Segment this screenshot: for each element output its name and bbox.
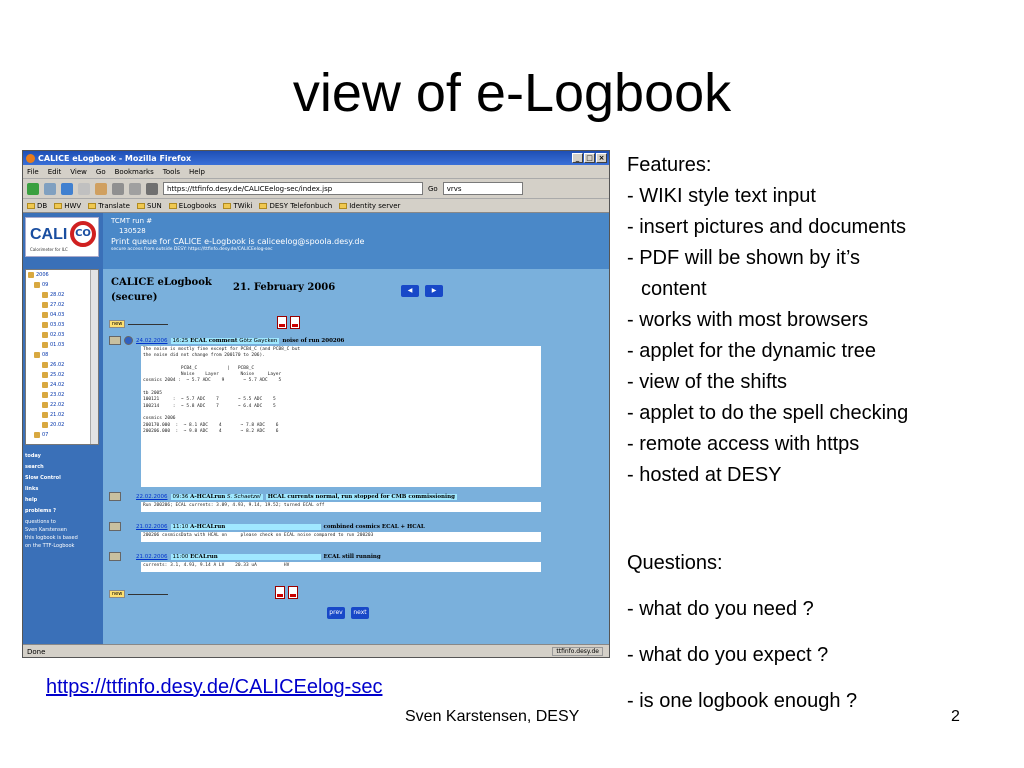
log-entry [109,491,541,512]
entry-header [109,335,541,346]
run-label: TCMT run # [111,217,153,225]
prev-button[interactable]: prev [327,607,345,619]
run-number: 130528 [119,227,146,235]
folder-icon [34,432,40,438]
bookmark-label: Identity server [349,201,401,210]
questions-heading: Questions: [627,552,723,574]
tree-node[interactable] [26,290,98,300]
entry-subject: combined cosmics ECAL + HCAL [323,523,425,530]
tree-node[interactable] [26,380,98,390]
edit-icon[interactable] [109,492,121,501]
day-icon [42,322,48,328]
print-icon[interactable] [146,183,158,195]
home-icon[interactable] [95,183,107,195]
bookmark-label: DESY Telefonbuch [269,201,333,210]
day-icon [42,402,48,408]
entry-date[interactable]: 21.02.2006 [136,553,168,560]
new-entry-row [109,320,168,328]
divider [128,594,168,595]
bookmark-item[interactable] [137,202,162,210]
day-icon [42,312,48,318]
tree-label: 08 [42,352,49,358]
tree-node[interactable] [26,420,98,430]
tree-label: 23.02 [50,392,65,398]
tree-label: 21.02 [50,412,65,418]
logo-co: CO [70,221,96,247]
logbook-date: 21. February 2006 [233,282,336,293]
link-today[interactable]: today [25,453,41,459]
firefox-icon [26,154,35,163]
pdf-icon[interactable] [288,586,298,599]
bookmark-item[interactable] [54,202,81,210]
bookmark-label: TWiki [233,201,253,210]
entry-author: S. Schaetzel [227,493,261,500]
questions-to-label: questions to [25,519,56,525]
tree-label: 22.02 [50,402,65,408]
folder-icon [28,272,34,278]
question-item: - is one logbook enough ? [627,690,858,712]
pdf-icon[interactable] [290,316,300,329]
menu-help[interactable]: Help [188,167,205,176]
entry-author: Götz Gaycken [239,337,278,344]
feature-item: - hosted at DESY [627,464,782,486]
entry-body: The noise is mostly fine except for PCB4_C (and PCB8_C but the noise did not change from 200170 to 206). PCB4_C | PCB8_C Noise Layer Noise Layer cosmics 2004 : ~ 5.7 ADC 9 ~ 5.7 ADC 5 tb 2005 100121 : ~ 5.7 ADC 7 ~ 5.5 ADC 5 100214 : ~ 5.8 ADC 7 ~ 6.4 ADC 5 cosmics 2006 200170.000 : ~ 8.1 ADC 4 ~ 7.8 ADC 6 200206.000 : ~ 9.8 ADC 4 ~ 8.2 ADC 6 [141,346,541,487]
entry-header [109,521,541,532]
print-queue-text: Print queue for CALICE e-Logbook is caliceelog@spoola.desy.de [111,237,365,246]
folder-icon [34,352,40,358]
tree-label: 26.02 [50,362,65,368]
calice-logo [25,217,99,257]
left-panel [23,213,103,644]
page-number: 2 [951,708,960,725]
tree-label: 28.02 [50,292,65,298]
entry-header [109,551,541,562]
day-icon [42,422,48,428]
day-icon [42,382,48,388]
bookmark-label: ELogbooks [178,201,217,210]
tree-label: 2006 [36,272,49,278]
bookmark-item[interactable] [223,202,252,210]
new-entry-button[interactable]: new [109,320,125,328]
folder-icon [339,203,347,209]
entry-header [109,491,541,502]
tree-label: 01.03 [50,342,65,348]
slide-title: view of e-Logbook [292,63,732,123]
tree-node[interactable] [26,280,98,290]
status-host: ttfinfo.desy.de [552,647,603,656]
next-button[interactable]: next [351,607,369,619]
info-icon[interactable] [124,336,133,345]
bookmarks-toolbar [23,199,609,213]
tree-node[interactable] [26,360,98,370]
secure-access-text: secure access from outside DESY: https://ttfinfo.desy.de/CALICEelog-sec [111,247,273,252]
logbook-url-link[interactable]: https://ttfinfo.desy.de/CALICEelog-sec [46,676,383,698]
tree-label: 27.02 [50,302,65,308]
entry-type: ECAL comment [190,337,238,344]
logbook-title-line1: CALICE eLogbook [111,277,212,288]
next-arrow-icon[interactable]: ▶ [425,285,443,297]
edit-icon[interactable] [109,552,121,561]
divider [128,324,168,325]
maximize-button[interactable]: □ [584,153,595,163]
edit-icon[interactable] [109,522,121,531]
link-search[interactable]: search [25,464,44,470]
log-entry [109,521,541,542]
bookmark-item[interactable] [27,202,47,210]
top-nav-arrows [401,285,443,297]
date-tree[interactable] [25,269,99,445]
status-bar [23,644,609,658]
browser-screenshot [22,150,610,658]
folder-icon [88,203,96,209]
entry-meta [171,524,321,530]
entry-meta [171,338,280,344]
link-slow-control[interactable]: Slow Control [25,475,61,481]
bookmark-item[interactable] [339,202,400,210]
logbook-title [111,275,212,305]
logo-subtitle: Calorimeter for ILC [30,247,68,252]
tree-scrollbar[interactable] [90,270,98,444]
footer-author: Sven Karstensen, DESY [405,708,580,725]
feature-item: - applet for the dynamic tree [627,340,877,362]
tree-node[interactable] [26,320,98,330]
feature-item: - WIKI style text input [627,185,816,207]
menu-file[interactable]: File [27,167,39,176]
entry-body: currents: 3.1, 4.93, 9.14 A LV 20.33 uA HV [141,562,541,572]
folder-icon [34,282,40,288]
entry-subject: HCAL currents normal, run stopped for CMB commissioning [267,493,455,500]
ttf-logbook-link[interactable]: on the TTF-Logbook [25,543,75,549]
bottom-doc-icons [275,586,298,599]
feature-item: - remote access with https [627,433,860,455]
go-button[interactable]: Go [428,184,438,193]
left-links [25,453,101,551]
question-item: - what do you need ? [627,598,814,620]
log-entry [109,335,541,487]
log-entry [109,551,541,572]
tree-node[interactable] [26,410,98,420]
reload-icon[interactable] [61,183,73,195]
bottom-nav-arrows [327,607,369,619]
tree-node[interactable] [26,350,98,360]
pdf-icon[interactable] [277,316,287,329]
address-bar[interactable]: https://ttfinfo.desy.de/CALICEelog-sec/index.jsp [163,182,423,195]
link-links[interactable]: links [25,486,39,492]
status-text: Done [27,647,46,656]
search-box[interactable]: vrvs [443,182,523,195]
question-item: - what do you expect ? [627,644,829,666]
tree-node[interactable] [26,370,98,380]
tree-node[interactable] [26,330,98,340]
menu-bar [23,165,609,179]
day-icon [42,392,48,398]
bookmark-label: HWV [64,201,82,210]
day-icon [42,372,48,378]
features-heading: Features: [627,154,712,176]
stop-icon[interactable] [78,183,90,195]
close-button[interactable]: × [596,153,607,163]
tree-label: 09 [42,282,49,288]
feature-item: - insert pictures and documents [627,216,907,238]
tree-label: 20.02 [50,422,65,428]
tree-node[interactable] [26,390,98,400]
entry-body: Run 200206; ECAL currents: 3.09, 4.93, 9.14, 19.52; turned ECAL off [141,502,541,512]
logbook-title-line2: (secure) [111,292,158,303]
bookmark-label: SUN [146,201,162,210]
contact-name[interactable]: Sven Karstensen [25,527,67,533]
logbook-header [103,213,609,269]
tree-node[interactable] [26,300,98,310]
entry-time: 11:10 [172,523,189,530]
back-icon[interactable] [27,183,39,195]
entry-meta [171,494,263,500]
bookmark-item[interactable] [88,202,130,210]
nav-toolbar [23,179,609,199]
entry-type: A-HCALrun [190,493,226,500]
menu-tools[interactable]: Tools [162,167,180,176]
link-help[interactable]: help [25,497,38,503]
folder-icon [137,203,145,209]
folder-icon [169,203,177,209]
forward-icon[interactable] [44,183,56,195]
day-icon [42,412,48,418]
tree-label: 03.03 [50,322,65,328]
tree-label: 24.02 [50,382,65,388]
page-content [23,213,609,644]
entry-body: 200206 cosmicsData with HCAL on please check on ECAL noise compared to run 200203 [141,532,541,542]
pdf-icon[interactable] [275,586,285,599]
link-problems[interactable]: problems ? [25,508,56,514]
folder-icon [223,203,231,209]
prev-arrow-icon[interactable]: ◀ [401,285,419,297]
feature-item: - applet to do the spell checking [627,402,909,424]
feature-item: content [641,278,707,300]
features-list [627,150,1017,491]
menu-edit[interactable]: Edit [47,167,62,176]
bookmark-label: Translate [98,201,130,210]
feature-item: - PDF will be shown by it’s [627,247,861,269]
folder-icon [259,203,267,209]
entry-date[interactable]: 21.02.2006 [136,523,168,530]
entry-time: 16:25 [172,337,189,344]
entry-type: ECALrun [190,553,218,560]
edit-icon[interactable] [109,336,121,345]
new-entry-row [109,590,168,598]
tree-node[interactable] [26,270,98,280]
window-title: CALICE eLogbook - Mozilla Firefox [38,153,192,163]
feature-item: - view of the shifts [627,371,788,393]
entry-date[interactable]: 24.02.2006 [136,337,168,344]
feature-item: - works with most browsers [627,309,869,331]
bookmark-label: DB [37,201,48,210]
day-icon [42,332,48,338]
tree-label: 04.03 [50,312,65,318]
day-icon [42,292,48,298]
based-on-label: this logbook is based [25,535,78,541]
tree-node[interactable] [26,430,98,440]
tree-label: 02.03 [50,332,65,338]
copy-icon[interactable] [129,183,141,195]
folder-icon [54,203,62,209]
entry-subject: noise of run 200206 [282,337,345,344]
bookmark-item[interactable] [169,202,217,210]
folder-icon [27,203,35,209]
tree-node[interactable] [26,340,98,350]
tree-label: 07 [42,432,49,438]
top-doc-icons [277,316,300,329]
cut-icon[interactable] [112,183,124,195]
menu-bookmarks[interactable]: Bookmarks [114,167,154,176]
tree-node[interactable] [26,310,98,320]
menu-go[interactable]: Go [95,167,106,176]
minimize-button[interactable]: _ [572,153,583,163]
browser-titlebar [23,151,609,165]
tree-label: 25.02 [50,372,65,378]
day-icon [42,342,48,348]
day-icon [42,302,48,308]
entry-date[interactable]: 22.02.2006 [136,493,168,500]
new-entry-button[interactable]: new [109,590,125,598]
logo-text: CALI [30,226,68,243]
entry-time: 11:00 [172,553,189,560]
entry-subject: ECAL still running [323,553,381,560]
tree-node[interactable] [26,400,98,410]
day-icon [42,362,48,368]
entry-time: 09:36 [172,493,189,500]
entry-type: A-HCALrun [190,523,226,530]
entry-meta [171,554,321,560]
menu-view[interactable]: View [70,167,87,176]
bookmark-item[interactable] [259,202,332,210]
questions-list [627,548,1017,717]
